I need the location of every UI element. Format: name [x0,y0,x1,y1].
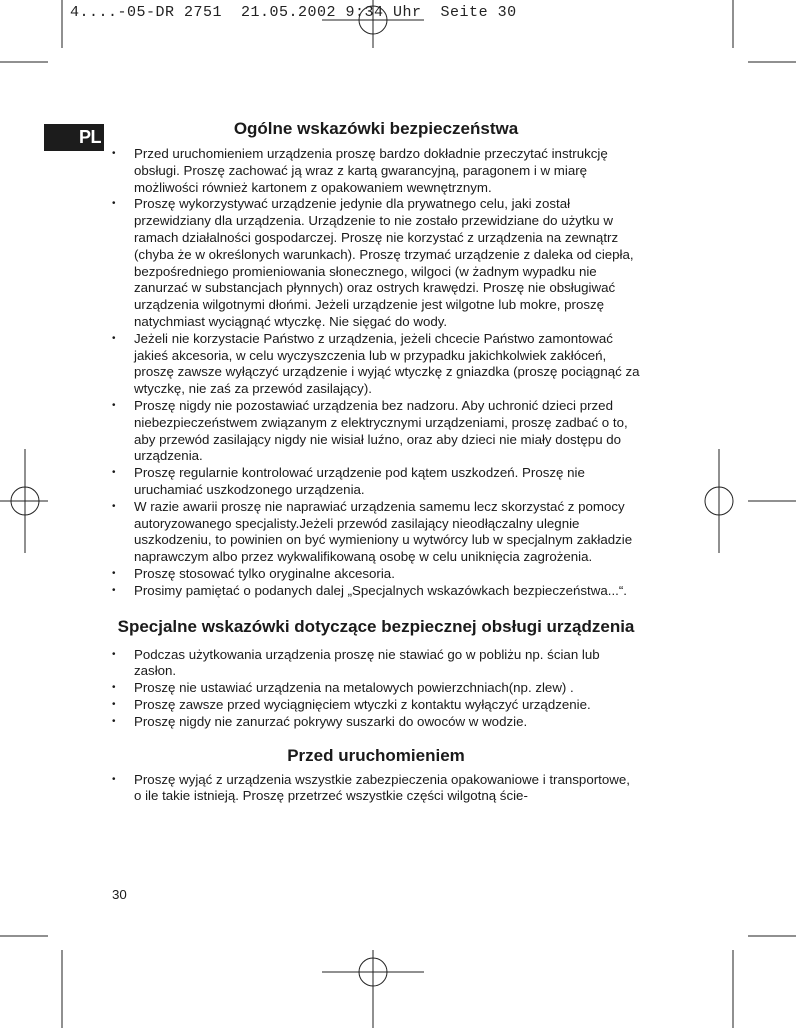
list-item: • Proszę regularnie kontrolować urządzenie pod kątem uszkodzeń. Proszę nie uruchamiać uszkodzonego urządzenia. [112,465,640,499]
language-tab: PL [44,124,104,151]
registration-mark-top [322,0,424,48]
list-item: • Proszę nigdy nie pozostawiać urządzenia bez nadzoru. Aby uchronić dzieci przed niebezpieczeństwem związanym z elektrycznymi urządzeniami, proszę zadbać o to, aby przewód zasilający nigdy nie wisiał luźno, oraz aby dzieci nie miały dostępu do urządzenia. [112,398,640,465]
section-heading-before-use: Przed uruchomieniem [287,745,465,765]
list-item: • Proszę nigdy nie zanurzać pokrywy suszarki do owoców w wodzie. [112,714,640,731]
list-item: • Proszę zawsze przed wyciągnięciem wtyczki z kontaktu wyłączyć urządzenie. [112,697,640,714]
before-use-list [112,772,640,806]
registration-mark-bottom [322,950,424,1028]
general-safety-list [112,146,640,600]
registration-mark-right [705,449,796,553]
list-item: • Prosimy pamiętać o podanych dalej „Specjalnych wskazówkach bezpieczeństwa...“. [112,583,640,600]
list-item: • Proszę nie ustawiać urządzenia na metalowych powierzchniach(np. zlew) . [112,680,640,697]
list-item: • Proszę stosować tylko oryginalne akcesoria. [112,566,640,583]
list-item: • W razie awarii proszę nie naprawiać urządzenia samemu lecz skorzystać z pomocy autoryzowanego specjalisty.Jeżeli przewód zasilający nieodłączalny ulegnie uszkodzeniu, to powinien on być wymieniony u wytwórcy lub w specjalnym zakładzie naprawczym albo przez wykwalifikowaną osobę w celu uniknięcia zagrożenia. [112,499,640,566]
print-slug-header: 4....-05-DR 2751 21.05.2002 9:34 Uhr Seite 30 [70,4,517,21]
page-content [112,118,640,805]
list-item: • Jeżeli nie korzystacie Państwo z urządzenia, jeżeli chcecie Państwo zamontować jakieś akcesoria, w celu wyczyszczenia lub w przypadku jakichkolwiek zakłóceń, proszę zawsze wyłączyć urządzenie i wyjąć wtyczkę z gniazdka (proszę pociągnąć za wtyczkę, nie zaś za przewód zasilający). [112,331,640,398]
section-heading-general-safety: Ogólne wskazówki bezpieczeństwa [233,119,519,138]
page-number: 30 [112,887,127,902]
list-item: • Proszę wykorzystywać urządzenie jedynie dla prywatnego celu, jaki został przewidziany dla urządzenia. Urządzenie to nie zostało przewidziane do użytku w ramach działalności gospodarczej. Proszę nie korzystać z urządzenia na zewnątrz (chyba że w określonych warunkach). Proszę trzymać urządzenie z daleka od ciepła, bezpośredniego promieniowania słonecznego, wilgoci (w żadnym wypadku nie zanurzać w substancjach płynnych) oraz ostrych krawędzi. Proszę nie obsługiwać urządzenia wilgotnymi dłońmi. Jeżeli urządzenie jest wilgotne lub mokre, proszę natychmiast wyciągnąć wtyczkę. Nie sięgać do wody. [112,196,640,330]
registration-mark-left [0,449,48,553]
section-heading-special-safety: Specjalne wskazówki dotyczące bezpiecznej obsługi urządzenia [117,616,635,636]
list-item: • Proszę wyjąć z urządzenia wszystkie zabezpieczenia opakowaniowe i transportowe, o ile takie istnieją. Proszę przetrzeć wszystkie części wilgotną ście- [112,772,640,806]
list-item: • Przed uruchomieniem urządzenia proszę bardzo dokładnie przeczytać instrukcję obsługi. Proszę zachować ją wraz z kartą gwarancyjną, paragonem i w miarę możliwości również kartonem z opakowaniem wewnętrznym. [112,146,640,196]
special-safety-list [112,647,640,731]
list-item: • Podczas użytkowania urządzenia proszę nie stawiać go w pobliżu np. ścian lub zasłon. [112,647,640,681]
